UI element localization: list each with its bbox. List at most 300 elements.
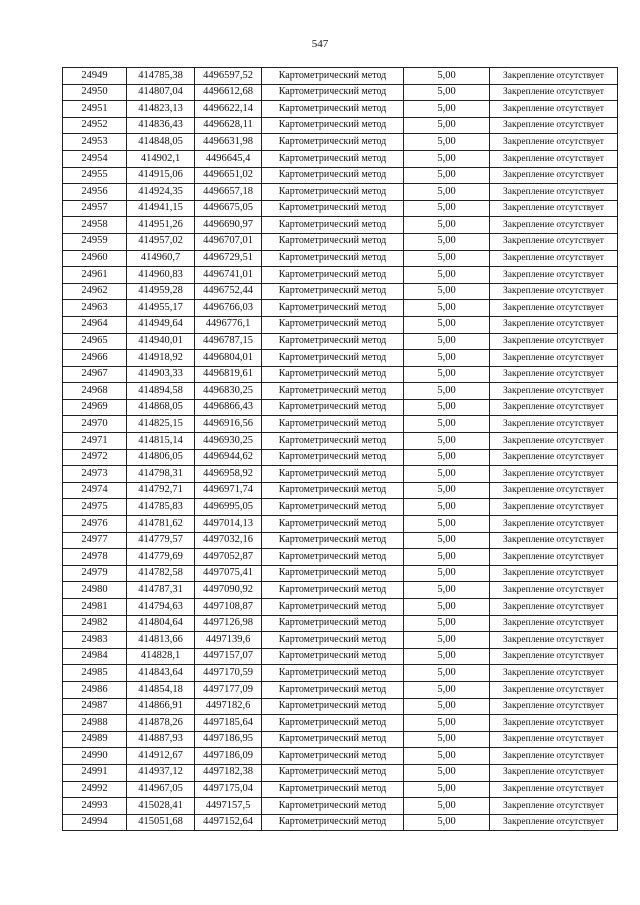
y-coordinate-cell: 4496804,01: [195, 350, 262, 367]
fixing-description-cell: Закрепление отсутствует: [490, 350, 618, 367]
y-coordinate-cell: 4497032,16: [195, 532, 262, 549]
method-cell: Картометрический метод: [262, 184, 404, 201]
method-cell: Картометрический метод: [262, 217, 404, 234]
fixing-description-cell: Закрепление отсутствует: [490, 184, 618, 201]
accuracy-cell: 5,00: [404, 565, 490, 582]
y-coordinate-cell: 4496916,56: [195, 416, 262, 433]
point-number-cell: 24972: [63, 449, 127, 466]
fixing-description-cell: Закрепление отсутствует: [490, 681, 618, 698]
fixing-description-cell: Закрепление отсутствует: [490, 482, 618, 499]
accuracy-cell: 5,00: [404, 316, 490, 333]
accuracy-cell: 5,00: [404, 648, 490, 665]
point-number-cell: 24961: [63, 267, 127, 284]
table-row: [63, 383, 618, 400]
point-number-cell: 24960: [63, 250, 127, 267]
fixing-description-cell: Закрепление отсутствует: [490, 333, 618, 350]
method-cell: Картометрический метод: [262, 150, 404, 167]
x-coordinate-cell: 414967,05: [127, 781, 195, 798]
accuracy-cell: 5,00: [404, 267, 490, 284]
fixing-description-cell: Закрепление отсутствует: [490, 134, 618, 151]
y-coordinate-cell: 4496690,97: [195, 217, 262, 234]
table-row: [63, 150, 618, 167]
table-row: [63, 117, 618, 134]
accuracy-cell: 5,00: [404, 167, 490, 184]
x-coordinate-cell: 414806,05: [127, 449, 195, 466]
method-cell: Картометрический метод: [262, 416, 404, 433]
method-cell: Картометрический метод: [262, 615, 404, 632]
x-coordinate-cell: 414843,64: [127, 665, 195, 682]
table-body: [63, 68, 618, 831]
table-row: [63, 781, 618, 798]
method-cell: Картометрический метод: [262, 117, 404, 134]
x-coordinate-cell: 414918,92: [127, 350, 195, 367]
method-cell: Картометрический метод: [262, 200, 404, 217]
point-number-cell: 24958: [63, 217, 127, 234]
y-coordinate-cell: 4496866,43: [195, 399, 262, 416]
fixing-description-cell: Закрепление отсутствует: [490, 316, 618, 333]
method-cell: Картометрический метод: [262, 516, 404, 533]
method-cell: Картометрический метод: [262, 582, 404, 599]
fixing-description-cell: Закрепление отсутствует: [490, 798, 618, 815]
fixing-description-cell: Закрепление отсутствует: [490, 565, 618, 582]
table-row: [63, 499, 618, 516]
table-row: [63, 399, 618, 416]
point-number-cell: 24971: [63, 433, 127, 450]
accuracy-cell: 5,00: [404, 549, 490, 566]
x-coordinate-cell: 414902,1: [127, 150, 195, 167]
x-coordinate-cell: 414903,33: [127, 366, 195, 383]
method-cell: Картометрический метод: [262, 167, 404, 184]
point-number-cell: 24970: [63, 416, 127, 433]
table-row: [63, 764, 618, 781]
y-coordinate-cell: 4497157,07: [195, 648, 262, 665]
fixing-description-cell: Закрепление отсутствует: [490, 764, 618, 781]
accuracy-cell: 5,00: [404, 200, 490, 217]
x-coordinate-cell: 414937,12: [127, 764, 195, 781]
x-coordinate-cell: 414792,71: [127, 482, 195, 499]
y-coordinate-cell: 4496597,52: [195, 68, 262, 85]
accuracy-cell: 5,00: [404, 632, 490, 649]
table-row: [63, 283, 618, 300]
table-row: [63, 416, 618, 433]
x-coordinate-cell: 414815,14: [127, 433, 195, 450]
y-coordinate-cell: 4496819,61: [195, 366, 262, 383]
method-cell: Картометрический метод: [262, 84, 404, 101]
method-cell: Картометрический метод: [262, 68, 404, 85]
table-row: [63, 698, 618, 715]
fixing-description-cell: Закрепление отсутствует: [490, 715, 618, 732]
point-number-cell: 24993: [63, 798, 127, 815]
point-number-cell: 24980: [63, 582, 127, 599]
point-number-cell: 24949: [63, 68, 127, 85]
fixing-description-cell: Закрепление отсутствует: [490, 117, 618, 134]
x-coordinate-cell: 414813,66: [127, 632, 195, 649]
point-number-cell: 24976: [63, 516, 127, 533]
y-coordinate-cell: 4496612,68: [195, 84, 262, 101]
point-number-cell: 24959: [63, 233, 127, 250]
fixing-description-cell: Закрепление отсутствует: [490, 648, 618, 665]
x-coordinate-cell: 414951,26: [127, 217, 195, 234]
accuracy-cell: 5,00: [404, 748, 490, 765]
y-coordinate-cell: 4497186,95: [195, 731, 262, 748]
table-row: [63, 582, 618, 599]
x-coordinate-cell: 414779,57: [127, 532, 195, 549]
fixing-description-cell: Закрепление отсутствует: [490, 449, 618, 466]
table-row: [63, 366, 618, 383]
point-number-cell: 24952: [63, 117, 127, 134]
accuracy-cell: 5,00: [404, 383, 490, 400]
table-row: [63, 615, 618, 632]
table-row: [63, 731, 618, 748]
x-coordinate-cell: 414836,43: [127, 117, 195, 134]
table-row: [63, 316, 618, 333]
method-cell: Картометрический метод: [262, 798, 404, 815]
point-number-cell: 24953: [63, 134, 127, 151]
method-cell: Картометрический метод: [262, 599, 404, 616]
x-coordinate-cell: 414823,13: [127, 101, 195, 118]
method-cell: Картометрический метод: [262, 433, 404, 450]
fixing-description-cell: Закрепление отсутствует: [490, 665, 618, 682]
method-cell: Картометрический метод: [262, 781, 404, 798]
table-row: [63, 250, 618, 267]
accuracy-cell: 5,00: [404, 84, 490, 101]
method-cell: Картометрический метод: [262, 532, 404, 549]
y-coordinate-cell: 4497170,59: [195, 665, 262, 682]
x-coordinate-cell: 414955,17: [127, 300, 195, 317]
accuracy-cell: 5,00: [404, 582, 490, 599]
table-row: [63, 433, 618, 450]
table-row: [63, 814, 618, 831]
method-cell: Картометрический метод: [262, 665, 404, 682]
y-coordinate-cell: 4496628,11: [195, 117, 262, 134]
method-cell: Картометрический метод: [262, 333, 404, 350]
point-number-cell: 24957: [63, 200, 127, 217]
y-coordinate-cell: 4496752,44: [195, 283, 262, 300]
table-row: [63, 482, 618, 499]
method-cell: Картометрический метод: [262, 466, 404, 483]
accuracy-cell: 5,00: [404, 416, 490, 433]
fixing-description-cell: Закрепление отсутствует: [490, 84, 618, 101]
fixing-description-cell: Закрепление отсутствует: [490, 731, 618, 748]
point-number-cell: 24988: [63, 715, 127, 732]
method-cell: Картометрический метод: [262, 482, 404, 499]
point-number-cell: 24951: [63, 101, 127, 118]
point-number-cell: 24981: [63, 599, 127, 616]
y-coordinate-cell: 4496971,74: [195, 482, 262, 499]
point-number-cell: 24986: [63, 681, 127, 698]
point-number-cell: 24965: [63, 333, 127, 350]
point-number-cell: 24974: [63, 482, 127, 499]
fixing-description-cell: Закрепление отсутствует: [490, 582, 618, 599]
method-cell: Картометрический метод: [262, 250, 404, 267]
point-number-cell: 24978: [63, 549, 127, 566]
method-cell: Картометрический метод: [262, 715, 404, 732]
point-number-cell: 24975: [63, 499, 127, 516]
fixing-description-cell: Закрепление отсутствует: [490, 549, 618, 566]
table-row: [63, 798, 618, 815]
y-coordinate-cell: 4497014,13: [195, 516, 262, 533]
method-cell: Картометрический метод: [262, 233, 404, 250]
x-coordinate-cell: 414794,63: [127, 599, 195, 616]
accuracy-cell: 5,00: [404, 482, 490, 499]
y-coordinate-cell: 4497182,38: [195, 764, 262, 781]
y-coordinate-cell: 4496830,25: [195, 383, 262, 400]
accuracy-cell: 5,00: [404, 68, 490, 85]
accuracy-cell: 5,00: [404, 101, 490, 118]
y-coordinate-cell: 4497126,98: [195, 615, 262, 632]
x-coordinate-cell: 414787,31: [127, 582, 195, 599]
x-coordinate-cell: 414798,31: [127, 466, 195, 483]
point-number-cell: 24962: [63, 283, 127, 300]
page-number: 547: [311, 38, 329, 50]
point-number-cell: 24979: [63, 565, 127, 582]
fixing-description-cell: Закрепление отсутствует: [490, 366, 618, 383]
accuracy-cell: 5,00: [404, 449, 490, 466]
x-coordinate-cell: 414960,83: [127, 267, 195, 284]
fixing-description-cell: Закрепление отсутствует: [490, 101, 618, 118]
y-coordinate-cell: 4497152,64: [195, 814, 262, 831]
fixing-description-cell: Закрепление отсутствует: [490, 399, 618, 416]
y-coordinate-cell: 4496657,18: [195, 184, 262, 201]
table-row: [63, 599, 618, 616]
table-row: [63, 449, 618, 466]
table-row: [63, 217, 618, 234]
accuracy-cell: 5,00: [404, 814, 490, 831]
fixing-description-cell: Закрепление отсутствует: [490, 217, 618, 234]
x-coordinate-cell: 415051,68: [127, 814, 195, 831]
accuracy-cell: 5,00: [404, 366, 490, 383]
x-coordinate-cell: 414940,01: [127, 333, 195, 350]
point-number-cell: 24984: [63, 648, 127, 665]
table-row: [63, 267, 618, 284]
y-coordinate-cell: 4496622,14: [195, 101, 262, 118]
accuracy-cell: 5,00: [404, 665, 490, 682]
x-coordinate-cell: 415028,41: [127, 798, 195, 815]
point-number-cell: 24987: [63, 698, 127, 715]
accuracy-cell: 5,00: [404, 532, 490, 549]
accuracy-cell: 5,00: [404, 350, 490, 367]
x-coordinate-cell: 414854,18: [127, 681, 195, 698]
accuracy-cell: 5,00: [404, 615, 490, 632]
method-cell: Картометрический метод: [262, 366, 404, 383]
x-coordinate-cell: 414949,64: [127, 316, 195, 333]
method-cell: Картометрический метод: [262, 399, 404, 416]
table-row: [63, 632, 618, 649]
fixing-description-cell: Закрепление отсутствует: [490, 748, 618, 765]
table-row: [63, 350, 618, 367]
table-row: [63, 233, 618, 250]
fixing-description-cell: Закрепление отсутствует: [490, 416, 618, 433]
method-cell: Картометрический метод: [262, 283, 404, 300]
accuracy-cell: 5,00: [404, 300, 490, 317]
fixing-description-cell: Закрепление отсутствует: [490, 233, 618, 250]
x-coordinate-cell: 414779,69: [127, 549, 195, 566]
fixing-description-cell: Закрепление отсутствует: [490, 698, 618, 715]
accuracy-cell: 5,00: [404, 217, 490, 234]
method-cell: Картометрический метод: [262, 383, 404, 400]
accuracy-cell: 5,00: [404, 134, 490, 151]
point-number-cell: 24989: [63, 731, 127, 748]
y-coordinate-cell: 4497177,09: [195, 681, 262, 698]
fixing-description-cell: Закрепление отсутствует: [490, 466, 618, 483]
method-cell: Картометрический метод: [262, 648, 404, 665]
x-coordinate-cell: 414912,67: [127, 748, 195, 765]
fixing-description-cell: Закрепление отсутствует: [490, 267, 618, 284]
y-coordinate-cell: 4496651,02: [195, 167, 262, 184]
accuracy-cell: 5,00: [404, 764, 490, 781]
table-row: [63, 681, 618, 698]
table-row: [63, 715, 618, 732]
fixing-description-cell: Закрепление отсутствует: [490, 632, 618, 649]
point-number-cell: 24977: [63, 532, 127, 549]
table-row: [63, 134, 618, 151]
point-number-cell: 24955: [63, 167, 127, 184]
y-coordinate-cell: 4496766,03: [195, 300, 262, 317]
accuracy-cell: 5,00: [404, 731, 490, 748]
point-number-cell: 24985: [63, 665, 127, 682]
y-coordinate-cell: 4497175,04: [195, 781, 262, 798]
x-coordinate-cell: 414828,1: [127, 648, 195, 665]
x-coordinate-cell: 414924,35: [127, 184, 195, 201]
accuracy-cell: 5,00: [404, 681, 490, 698]
accuracy-cell: 5,00: [404, 250, 490, 267]
x-coordinate-cell: 414960,7: [127, 250, 195, 267]
accuracy-cell: 5,00: [404, 466, 490, 483]
point-number-cell: 24956: [63, 184, 127, 201]
fixing-description-cell: Закрепление отсутствует: [490, 599, 618, 616]
method-cell: Картометрический метод: [262, 731, 404, 748]
y-coordinate-cell: 4496707,01: [195, 233, 262, 250]
table-row: [63, 333, 618, 350]
x-coordinate-cell: 414825,15: [127, 416, 195, 433]
method-cell: Картометрический метод: [262, 316, 404, 333]
fixing-description-cell: Закрепление отсутствует: [490, 300, 618, 317]
x-coordinate-cell: 414848,05: [127, 134, 195, 151]
accuracy-cell: 5,00: [404, 184, 490, 201]
point-number-cell: 24964: [63, 316, 127, 333]
x-coordinate-cell: 414957,02: [127, 233, 195, 250]
point-number-cell: 24954: [63, 150, 127, 167]
method-cell: Картометрический метод: [262, 814, 404, 831]
table-row: [63, 748, 618, 765]
x-coordinate-cell: 414785,38: [127, 68, 195, 85]
point-number-cell: 24963: [63, 300, 127, 317]
point-number-cell: 24994: [63, 814, 127, 831]
method-cell: Картометрический метод: [262, 764, 404, 781]
y-coordinate-cell: 4496675,05: [195, 200, 262, 217]
method-cell: Картометрический метод: [262, 350, 404, 367]
accuracy-cell: 5,00: [404, 781, 490, 798]
fixing-description-cell: Закрепление отсутствует: [490, 200, 618, 217]
point-number-cell: 24991: [63, 764, 127, 781]
accuracy-cell: 5,00: [404, 798, 490, 815]
fixing-description-cell: Закрепление отсутствует: [490, 781, 618, 798]
table-row: [63, 516, 618, 533]
fixing-description-cell: Закрепление отсутствует: [490, 516, 618, 533]
point-number-cell: 24973: [63, 466, 127, 483]
y-coordinate-cell: 4497075,41: [195, 565, 262, 582]
accuracy-cell: 5,00: [404, 333, 490, 350]
fixing-description-cell: Закрепление отсутствует: [490, 615, 618, 632]
point-number-cell: 24968: [63, 383, 127, 400]
y-coordinate-cell: 4497090,92: [195, 582, 262, 599]
accuracy-cell: 5,00: [404, 117, 490, 134]
fixing-description-cell: Закрепление отсутствует: [490, 814, 618, 831]
accuracy-cell: 5,00: [404, 599, 490, 616]
y-coordinate-cell: 4497185,64: [195, 715, 262, 732]
point-number-cell: 24966: [63, 350, 127, 367]
table-row: [63, 167, 618, 184]
y-coordinate-cell: 4496776,1: [195, 316, 262, 333]
y-coordinate-cell: 4496645,4: [195, 150, 262, 167]
method-cell: Картометрический метод: [262, 681, 404, 698]
table-row: [63, 549, 618, 566]
fixing-description-cell: Закрепление отсутствует: [490, 150, 618, 167]
y-coordinate-cell: 4496631,98: [195, 134, 262, 151]
accuracy-cell: 5,00: [404, 698, 490, 715]
table-row: [63, 665, 618, 682]
y-coordinate-cell: 4496995,05: [195, 499, 262, 516]
accuracy-cell: 5,00: [404, 715, 490, 732]
x-coordinate-cell: 414807,04: [127, 84, 195, 101]
y-coordinate-cell: 4497157,5: [195, 798, 262, 815]
method-cell: Картометрический метод: [262, 698, 404, 715]
method-cell: Картометрический метод: [262, 300, 404, 317]
x-coordinate-cell: 414866,91: [127, 698, 195, 715]
coordinates-table: [62, 67, 618, 831]
fixing-description-cell: Закрепление отсутствует: [490, 383, 618, 400]
point-number-cell: 24983: [63, 632, 127, 649]
fixing-description-cell: Закрепление отсутствует: [490, 68, 618, 85]
method-cell: Картометрический метод: [262, 449, 404, 466]
method-cell: Картометрический метод: [262, 632, 404, 649]
point-number-cell: 24992: [63, 781, 127, 798]
x-coordinate-cell: 414785,83: [127, 499, 195, 516]
fixing-description-cell: Закрепление отсутствует: [490, 532, 618, 549]
table-row: [63, 184, 618, 201]
y-coordinate-cell: 4496729,51: [195, 250, 262, 267]
accuracy-cell: 5,00: [404, 516, 490, 533]
x-coordinate-cell: 414781,62: [127, 516, 195, 533]
table-row: [63, 300, 618, 317]
y-coordinate-cell: 4497139,6: [195, 632, 262, 649]
y-coordinate-cell: 4496944,62: [195, 449, 262, 466]
method-cell: Картометрический метод: [262, 565, 404, 582]
y-coordinate-cell: 4497052,87: [195, 549, 262, 566]
x-coordinate-cell: 414887,93: [127, 731, 195, 748]
fixing-description-cell: Закрепление отсутствует: [490, 167, 618, 184]
point-number-cell: 24967: [63, 366, 127, 383]
fixing-description-cell: Закрепление отсутствует: [490, 433, 618, 450]
table-row: [63, 532, 618, 549]
accuracy-cell: 5,00: [404, 433, 490, 450]
accuracy-cell: 5,00: [404, 233, 490, 250]
method-cell: Картометрический метод: [262, 549, 404, 566]
y-coordinate-cell: 4496787,15: [195, 333, 262, 350]
point-number-cell: 24982: [63, 615, 127, 632]
table-row: [63, 84, 618, 101]
accuracy-cell: 5,00: [404, 399, 490, 416]
point-number-cell: 24950: [63, 84, 127, 101]
y-coordinate-cell: 4496741,01: [195, 267, 262, 284]
x-coordinate-cell: 414959,28: [127, 283, 195, 300]
y-coordinate-cell: 4497108,87: [195, 599, 262, 616]
fixing-description-cell: Закрепление отсутствует: [490, 283, 618, 300]
x-coordinate-cell: 414804,64: [127, 615, 195, 632]
x-coordinate-cell: 414878,26: [127, 715, 195, 732]
point-number-cell: 24969: [63, 399, 127, 416]
accuracy-cell: 5,00: [404, 499, 490, 516]
